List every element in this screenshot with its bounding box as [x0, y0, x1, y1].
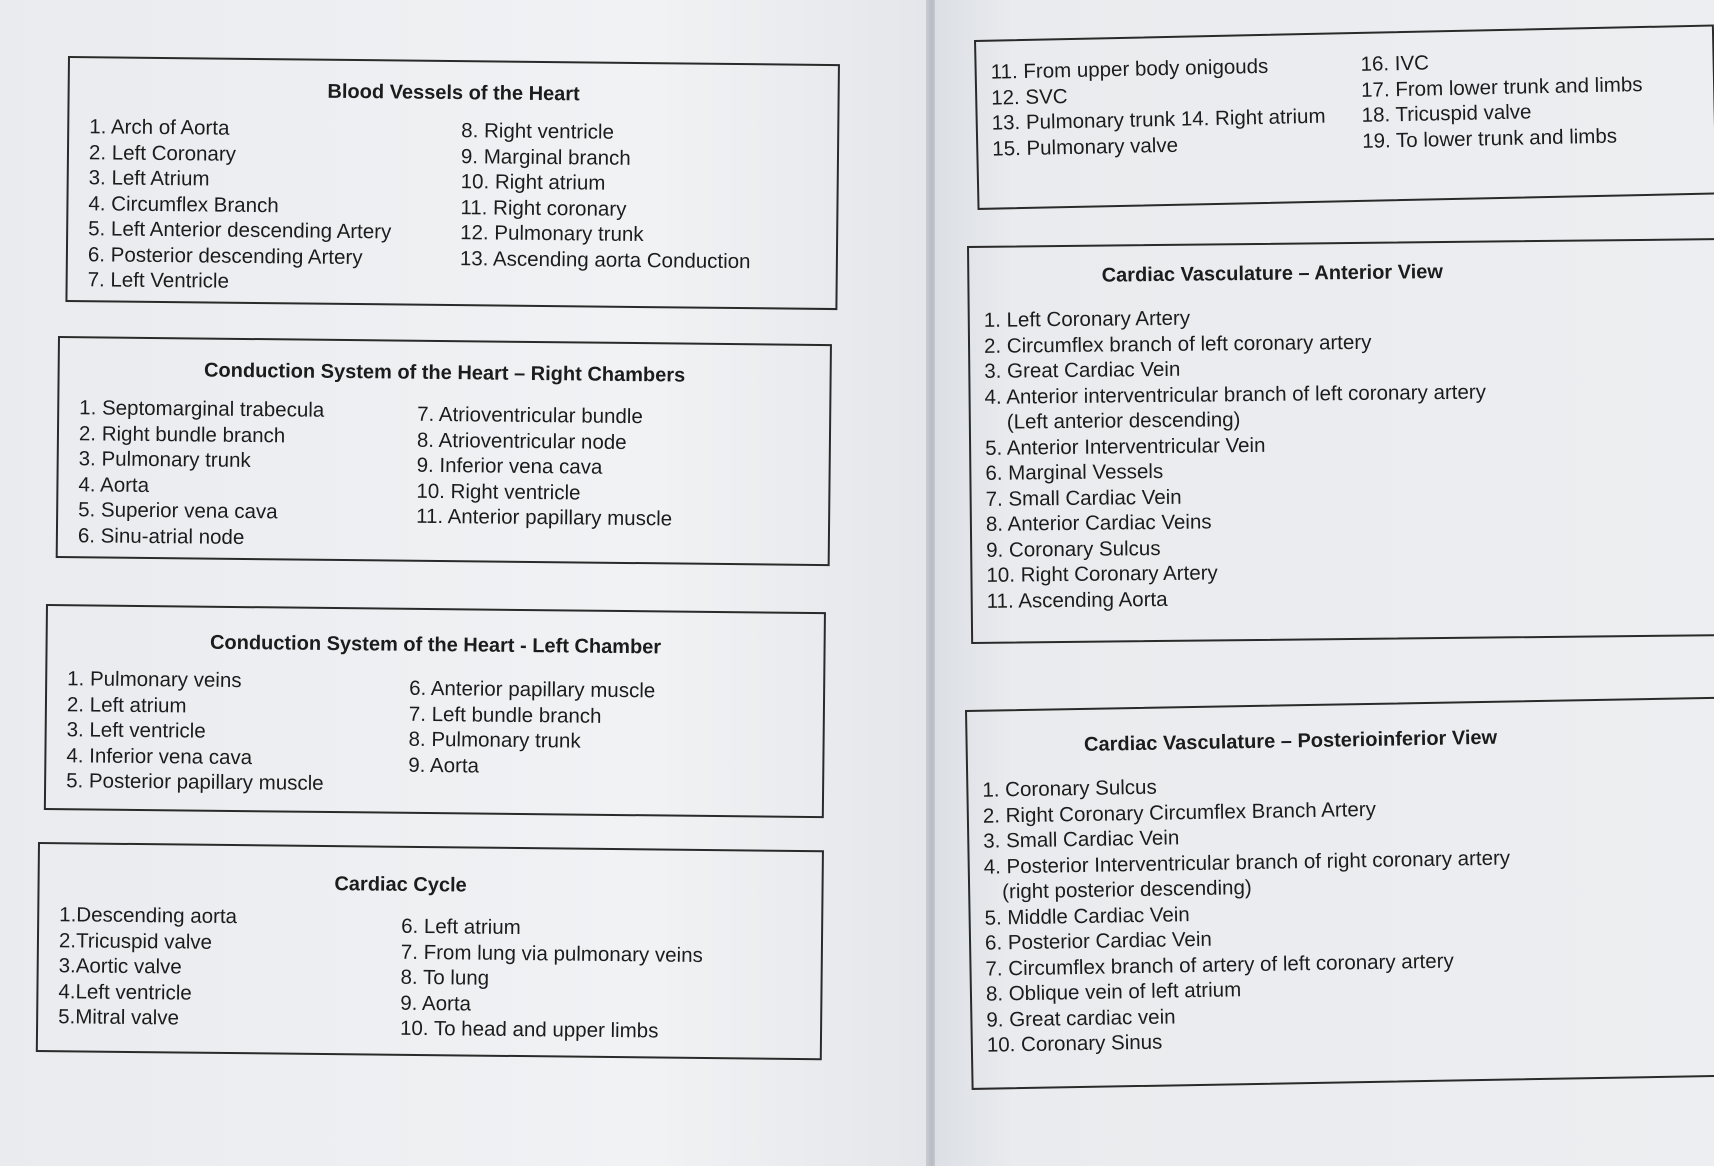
list-item: 5. Anterior Interventricular Vein: [984, 433, 1266, 460]
list-item: 9. Aorta: [408, 753, 480, 778]
list-item: (right posterior descending): [1001, 876, 1252, 904]
list-item: 1. Arch of Aorta: [89, 115, 230, 140]
list-item: 8. To lung: [400, 965, 490, 990]
list-item: 19. To lower trunk and limbs: [1361, 124, 1618, 153]
posterior-view-box: [965, 697, 1714, 1090]
list-item: 1. Coronary Sulcus: [982, 775, 1157, 802]
list-item: 16. IVC: [1360, 51, 1430, 76]
list-item: 5. Superior vena cava: [78, 498, 278, 524]
list-item: 1. Septomarginal trabecula: [79, 396, 325, 422]
list-item: 8. Right ventricle: [461, 119, 615, 144]
list-item: 9. Great cardiac vein: [986, 1004, 1176, 1032]
blood-vessels-title: Blood Vessels of the Heart: [327, 80, 580, 106]
list-item: 10. Right atrium: [460, 170, 606, 195]
list-item: 2. Circumflex branch of left coronary artery: [983, 330, 1372, 358]
list-item: 8. Pulmonary trunk: [408, 727, 581, 753]
list-item: 5. Posterior papillary muscle: [66, 769, 324, 795]
conduction-left-box: [44, 604, 826, 818]
list-item: 9. Marginal branch: [460, 144, 631, 170]
conduction-right-col1: [78, 395, 325, 551]
list-item: 2. Left Coronary: [88, 140, 237, 166]
list-item: 6. Marginal Vessels: [985, 459, 1164, 485]
anterior-view-box: [967, 238, 1714, 644]
cycle-continued-box: [974, 25, 1714, 210]
anterior-view-title: Cardiac Vasculature – Anterior View: [1101, 261, 1444, 287]
list-item: 3. Small Cardiac Vein: [983, 826, 1180, 853]
list-item: 6. Left atrium: [401, 914, 521, 940]
list-item: 10. Right ventricle: [416, 479, 581, 504]
list-item: 3. Pulmonary trunk: [78, 447, 251, 473]
cardiac-cycle-col2: [400, 914, 703, 1045]
list-item: 4. Inferior vena cava: [66, 743, 253, 769]
cardiac-cycle-title: Cardiac Cycle: [334, 873, 467, 897]
list-item: 5. Middle Cardiac Vein: [984, 902, 1190, 930]
list-item: 6. Sinu-atrial node: [77, 523, 245, 549]
list-item: 11. Ascending Aorta: [986, 587, 1168, 613]
conduction-left-col2: [408, 676, 655, 781]
list-item: 13. Ascending aorta Conduction: [459, 246, 751, 273]
cycle-continued-col2: [1360, 46, 1643, 154]
list-item: 10. To head and upper limbs: [399, 1016, 659, 1043]
list-item: 12. Pulmonary trunk: [460, 221, 644, 247]
list-item: 9. Coronary Sulcus: [986, 536, 1161, 562]
list-item: 8. Oblique vein of left atrium: [985, 978, 1242, 1006]
list-item: 5.Mitral valve: [58, 1005, 180, 1030]
conduction-left-title: Conduction System of the Heart - Left Chamber: [209, 631, 662, 659]
list-item: 4. Aorta: [78, 472, 150, 497]
list-item: 11. Anterior papillary muscle: [416, 504, 673, 531]
list-item: 2.Tricuspid valve: [58, 928, 213, 954]
list-item: 6. Anterior papillary muscle: [409, 676, 656, 703]
conduction-right-col2: [416, 402, 673, 532]
list-item: 6. Posterior descending Artery: [87, 242, 363, 269]
list-item: 6. Posterior Cardiac Vein: [984, 927, 1213, 955]
list-item: 2. Right Coronary Circumflex Branch Artery: [982, 797, 1377, 828]
conduction-left-col1: [66, 666, 325, 796]
list-item: 5. Left Anterior descending Artery: [88, 217, 392, 244]
list-item: 7. Left Ventricle: [87, 268, 230, 293]
cardiac-cycle-box: [36, 842, 824, 1060]
list-item: 10. Coronary Sinus: [986, 1030, 1163, 1057]
list-item: 1. Left Coronary Artery: [983, 306, 1191, 332]
list-item: 11. Right coronary: [460, 195, 627, 221]
list-item: 9. Inferior vena cava: [416, 453, 603, 479]
list-item: 3. Left ventricle: [66, 718, 206, 743]
conduction-right-title: Conduction System of the Heart – Right Chambers: [203, 359, 686, 387]
list-item: 4. Anterior interventricular branch of left coronary artery: [984, 380, 1487, 409]
list-item: 9. Aorta: [400, 991, 472, 1016]
list-item: 12. SVC: [990, 84, 1068, 110]
list-item: 7. Circumflex branch of artery of left coronary artery: [985, 949, 1454, 981]
list-item: 7. Small Cardiac Vein: [985, 485, 1182, 511]
blood-vessels-col2: [460, 118, 752, 274]
blood-vessels-box: [65, 56, 840, 310]
list-item: 3.Aortic valve: [58, 954, 182, 979]
list-item: 13. Pulmonary trunk 14. Right atrium: [991, 104, 1326, 135]
list-item: 2. Left atrium: [66, 692, 187, 717]
list-item: 3. Left Atrium: [88, 166, 210, 191]
list-item: 3. Great Cardiac Vein: [984, 357, 1181, 383]
list-item: 8. Atrioventricular node: [416, 428, 627, 454]
list-item: 7. From lung via pulmonary veins: [400, 940, 703, 967]
list-item: 4. Circumflex Branch: [88, 191, 279, 217]
list-item: 1. Pulmonary veins: [67, 667, 242, 693]
right-page: [935, 0, 1714, 1166]
anterior-view-list: [984, 303, 1489, 614]
list-item: 15. Pulmonary valve: [992, 133, 1179, 161]
cycle-continued-col1: [990, 53, 1326, 162]
list-item: 7. Left bundle branch: [408, 702, 602, 728]
list-item: 7. Atrioventricular bundle: [417, 402, 643, 429]
list-item: 1.Descending aorta: [59, 903, 238, 929]
list-item: 17. From lower trunk and limbs: [1360, 72, 1643, 102]
posterior-view-title: Cardiac Vasculature – Posterioinferior View: [1083, 726, 1498, 756]
list-item: 8. Anterior Cardiac Veins: [985, 510, 1212, 536]
posterior-view-list: [982, 769, 1513, 1059]
list-item: (Left anterior descending): [1006, 408, 1241, 434]
list-item: 18. Tricuspid valve: [1361, 100, 1532, 127]
blood-vessels-col1: [88, 114, 393, 296]
list-item: 4. Posterior Interventricular branch of right coronary artery: [983, 846, 1511, 879]
conduction-right-box: [56, 336, 832, 566]
list-item: 11. From upper body onigouds: [990, 54, 1269, 84]
list-item: 2. Right bundle branch: [78, 421, 286, 447]
list-item: 4.Left ventricle: [58, 979, 192, 1005]
list-item: 10. Right Coronary Artery: [986, 561, 1218, 587]
cardiac-cycle-col1: [58, 902, 237, 1031]
